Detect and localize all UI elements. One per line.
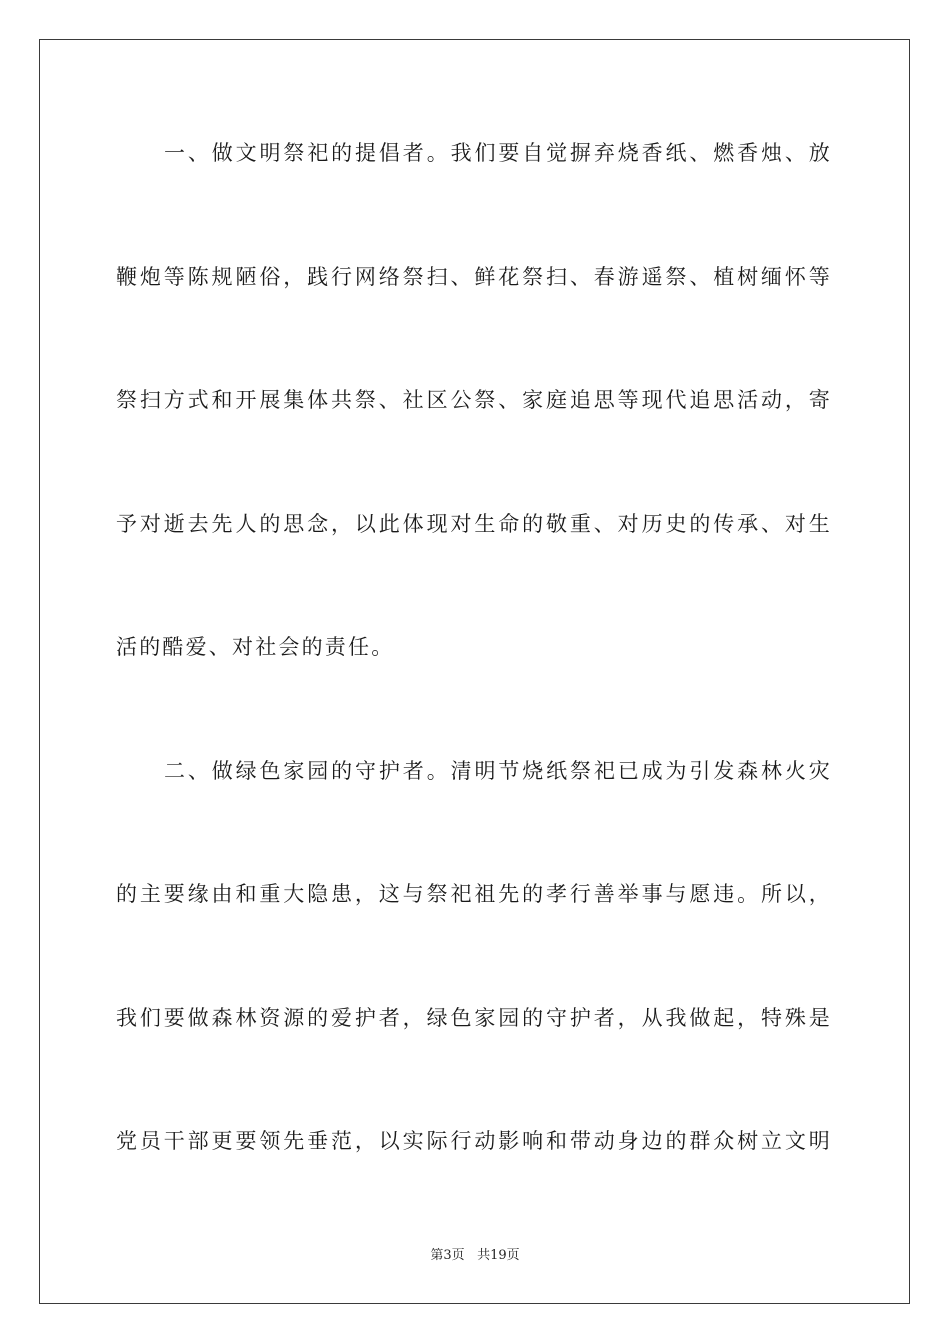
paragraph-1-line-4: 予对逝去先人的思念，以此体现对生命的敬重、对历史的传承、对生 (116, 512, 832, 536)
paragraph-2-line-1: 二、做绿色家园的守护者。清明节烧纸祭祀已成为引发森林火灾 (164, 759, 832, 783)
page-total: 共19页 (477, 1248, 520, 1263)
paragraph-1-line-1: 一、做文明祭祀的提倡者。我们要自觉摒弃烧香纸、燃香烛、放 (164, 141, 832, 165)
page-number: 第3页 (430, 1248, 465, 1263)
paragraph-2-line-3: 我们要做森林资源的爱护者，绿色家园的守护者，从我做起，特殊是 (116, 1006, 832, 1030)
paragraph-2-line-4: 党员干部更要领先垂范，以实际行动影响和带动身边的群众树立文明 (116, 1129, 832, 1153)
paragraph-1-line-2: 鞭炮等陈规陋俗，践行网络祭扫、鲜花祭扫、春游遥祭、植树缅怀等 (116, 265, 832, 289)
paragraph-1-line-5: 活的酷爱、对社会的责任。 (116, 635, 395, 659)
page-footer (0, 1247, 950, 1265)
paragraph-2-line-2: 的主要缘由和重大隐患，这与祭祀祖先的孝行善举事与愿违。所以， (116, 882, 832, 906)
paragraph-1-line-3: 祭扫方式和开展集体共祭、社区公祭、家庭追思等现代追思活动，寄 (116, 388, 832, 412)
page-border (39, 39, 910, 1304)
